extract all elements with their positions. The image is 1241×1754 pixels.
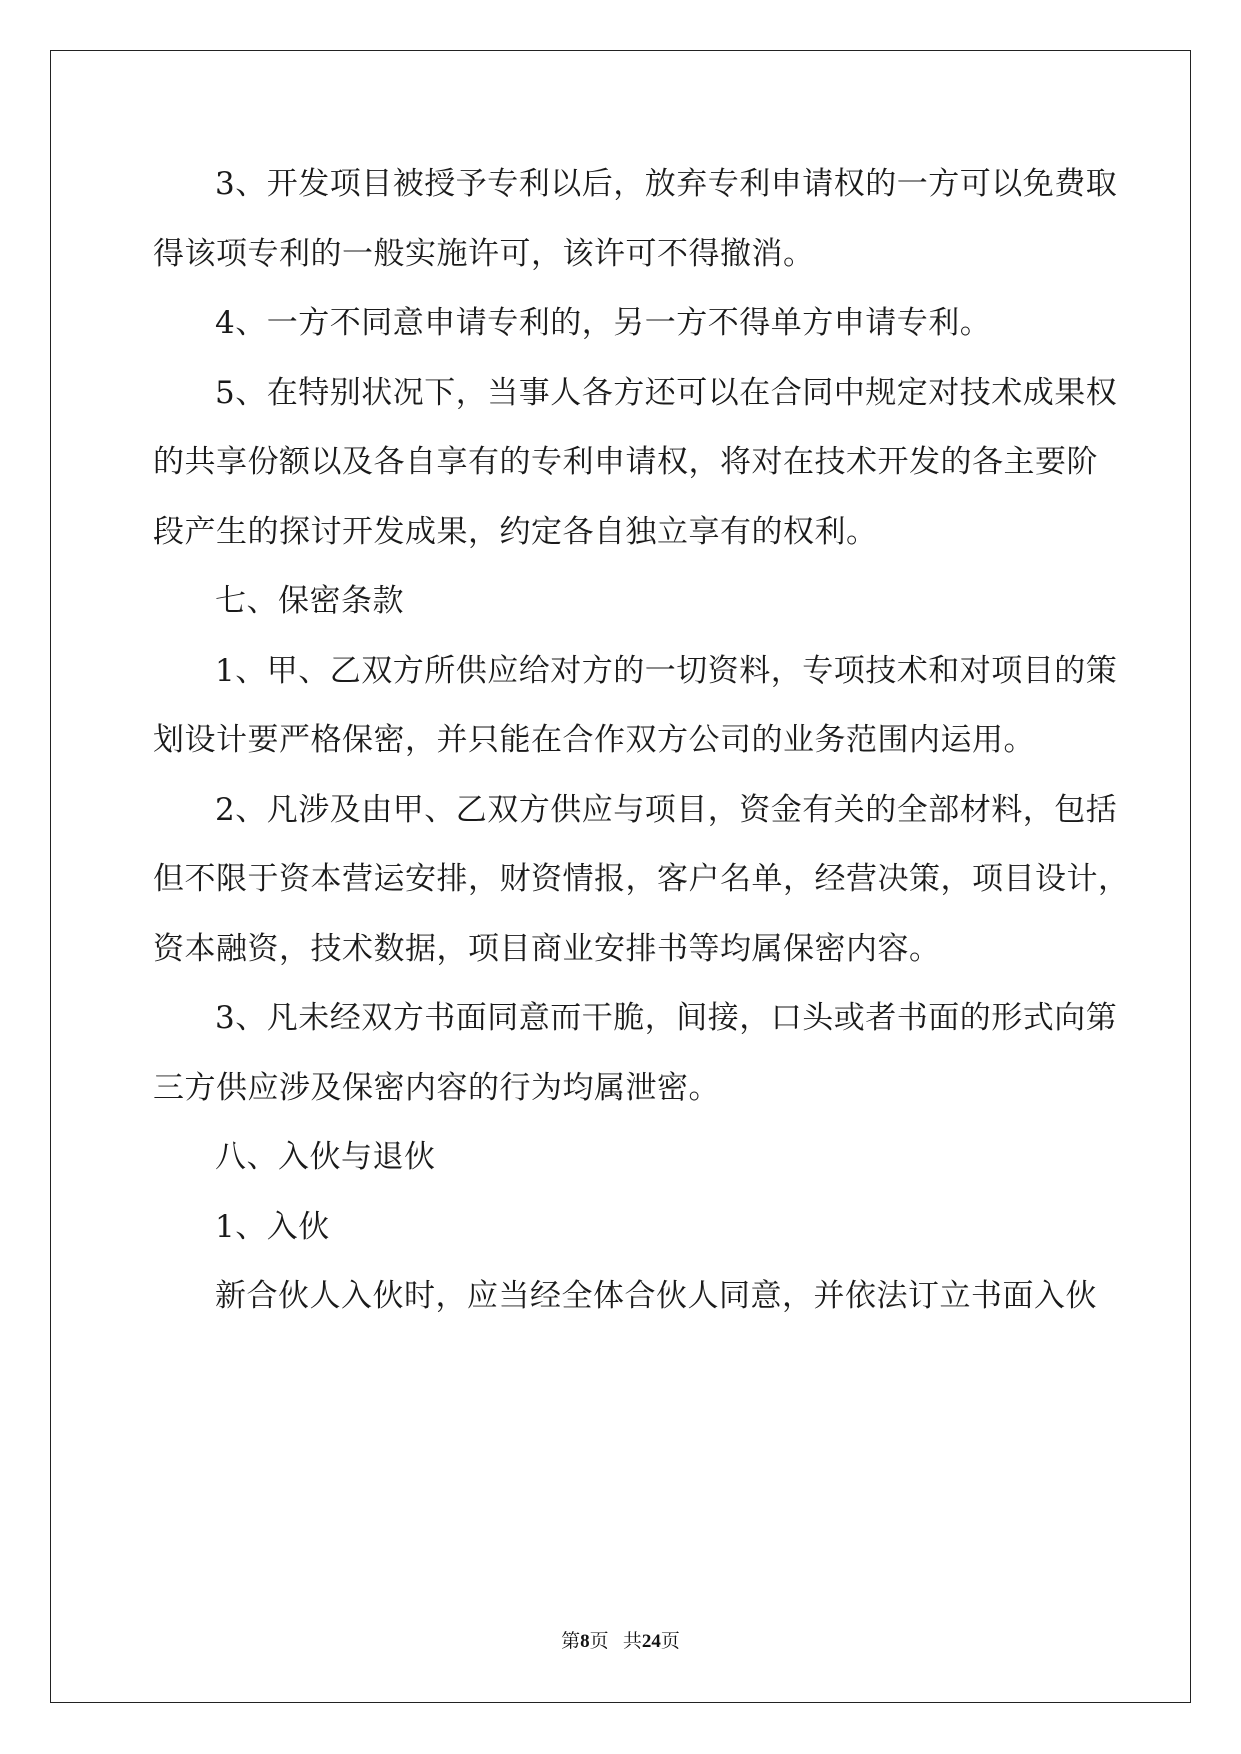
paragraph-line: 2、凡涉及由甲、乙双方供应与项目，资金有关的全部材料，包括 <box>215 791 1118 828</box>
paragraph-line: 资本融资，技术数据，项目商业安排书等均属保密内容。 <box>153 930 941 967</box>
subsection-heading: 1、入伙 <box>215 1208 330 1245</box>
page-suffix: 页 <box>589 1631 609 1652</box>
section-heading: 七、保密条款 <box>215 583 404 619</box>
document-body <box>153 164 1130 1346</box>
paragraph-line: 5、在特别状况下，当事人各方还可以在合同中规定对技术成果权 <box>215 374 1118 411</box>
paragraph-line: 4、一方不同意申请专利的，另一方不得单方申请专利。 <box>215 305 992 341</box>
paragraph-line: 3、凡未经双方书面同意而干脆，间接，口头或者书面的形式向第 <box>215 1000 1118 1036</box>
paragraph-line: 的共享份额以及各自享有的专利申请权，将对在技术开发的各主要阶 <box>153 444 1098 480</box>
section-heading: 八、入伙与退伙 <box>215 1139 436 1175</box>
total-prefix: 共 <box>622 1631 642 1652</box>
page-prefix: 第 <box>561 1631 581 1652</box>
paragraph-line: 划设计要严格保密，并只能在合作双方公司的业务范围内运用。 <box>153 722 1035 758</box>
paragraph-line: 1、甲、乙双方所供应给对方的一切资料，专项技术和对项目的策 <box>215 652 1118 689</box>
total-pages: 24 <box>641 1631 661 1652</box>
paragraph-line: 新合伙人入伙时，应当经全体合伙人同意，并依法订立书面入伙 <box>215 1278 1097 1314</box>
page-footer <box>0 1626 1241 1653</box>
paragraph-line: 但不限于资本营运安排，财资情报，客户名单，经营决策，项目设计， <box>153 861 1130 897</box>
paragraph-line: 三方供应涉及保密内容的行为均属泄密。 <box>153 1069 720 1106</box>
paragraph-line: 得该项专利的一般实施许可，该许可不得撤消。 <box>153 235 815 272</box>
paragraph-line: 段产生的探讨开发成果，约定各自独立享有的权利。 <box>153 513 878 550</box>
total-suffix: 页 <box>660 1631 680 1652</box>
paragraph-line: 3、开发项目被授予专利以后，放弃专利申请权的一方可以免费取 <box>215 166 1118 202</box>
page-number: 8 <box>580 1631 590 1652</box>
